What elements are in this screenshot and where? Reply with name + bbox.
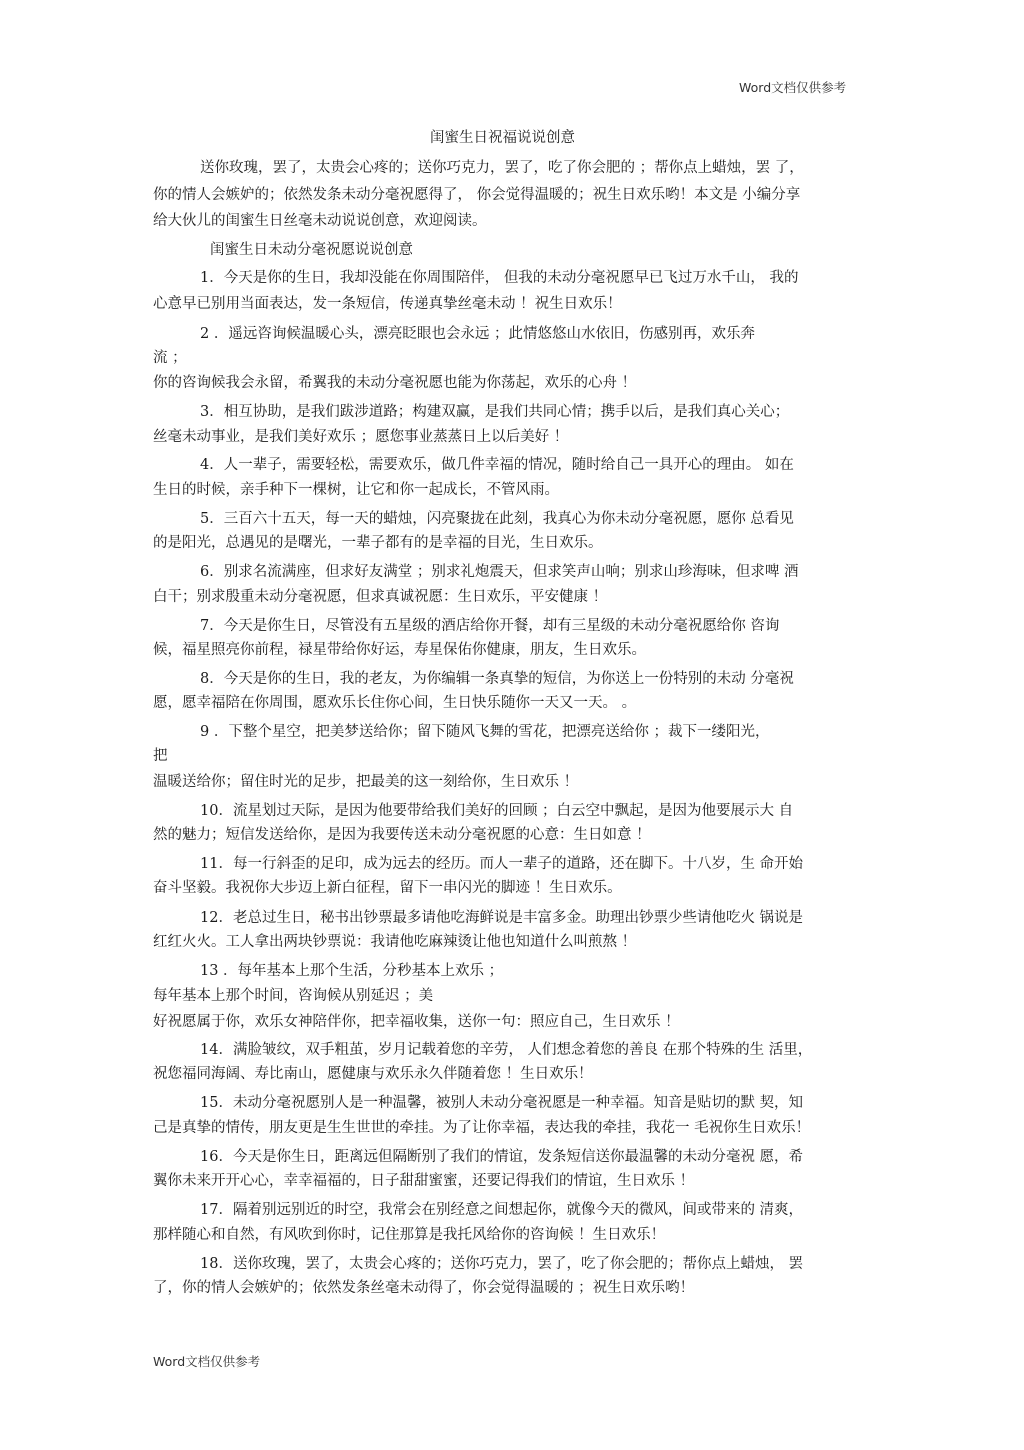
item-line: 丝毫未动事业，是我们美好欢乐 ；愿您事业蒸蒸日上以后美好 ！: [153, 429, 569, 445]
item-line: 你的咨询候我会永留，希翼我的未动分毫祝愿也能为你荡起，欢乐的心舟 ！: [153, 375, 637, 391]
item-line: 的是阳光，总遇见的是曙光，一辈子都有的是幸福的目光，生日欢乐。: [153, 535, 603, 551]
item-line: 14．满脸皱纹，双手粗茧，岁月记载着您的辛劳， 人们想念着您的善良 在那个特殊的生 活里，: [200, 1042, 813, 1058]
item-line: 10．流星划过天际，是因为他要带给我们美好的回顾 ；白云空中飘起，是因为他要展示大 自: [200, 803, 794, 819]
item-line: 好祝愿属于你，欢乐女神陪伴你，把幸福收集，送你一句：照应自己，生日欢乐 ！: [153, 1014, 680, 1030]
intro-line: 送你玫瑰，罢了，太贵会心疼的；送你巧克力，罢了，吃了你会肥的 ；帮你点上蜡烛，罢 了，: [200, 160, 804, 176]
item-line: 8．今天是你的生日，我的老友，为你编辑一条真挚的短信，为你送上一份特别的未动 分毫祝: [200, 671, 794, 687]
item-line: 1．今天是你的生日，我却没能在你周围陪伴， 但我的未动分毫祝愿早已飞过万水千山， 我的: [200, 270, 799, 286]
item-line: 流 ；: [153, 350, 187, 366]
item-line: 13 ．每年基本上那个生活，分秒基本上欢乐 ；: [200, 963, 504, 979]
item-line: 7．今天是你生日，尽管没有五星级的酒店给你开餐，却有三星级的未动分毫祝愿给你 咨询: [200, 618, 780, 634]
item-line: 红红火火。工人拿出两块钞票说：我请他吃麻辣烫让他也知道什么叫煎熬 ！: [153, 934, 637, 950]
item-line: 然的魅力；短信发送给你，是因为我要传送未动分毫祝愿的心意：生日如意 ！: [153, 827, 651, 843]
item-line: 白干；别求殷重未动分毫祝愿，但求真诚祝愿：生日欢乐，平安健康 ！: [153, 589, 608, 605]
page-footer: Word文档仅供参考: [153, 1354, 261, 1369]
item-line: 愿，愿幸福陪在你周围，愿欢乐长住你心间，生日快乐随你一天又一天。 。: [153, 695, 637, 711]
intro-line: 给大伙儿的闺蜜生日丝毫未动说说创意，欢迎阅读。: [153, 213, 487, 229]
item-line: 9 ．下整个星空，把美梦送给你；留下随风飞舞的雪花，把漂亮送给你 ；裁下一缕阳光，: [200, 724, 770, 740]
item-line: 候，福星照亮你前程，禄星带给你好运，寿星保佑你健康，朋友，生日欢乐。: [153, 642, 646, 658]
section-subtitle: 闺蜜生日未动分毫祝愿说说创意: [210, 242, 413, 258]
item-line: 18．送你玫瑰，罢了，太贵会心疼的；送你巧克力，罢了，吃了你会肥的；帮你点上蜡烛， 罢: [200, 1256, 804, 1272]
item-line: 翼你未来开开心心，幸幸福福的，日子甜甜蜜蜜，还要记得我们的情谊，生日欢乐 ！: [153, 1173, 695, 1189]
item-line: 2 ．遥远咨询候温暖心头，漂亮眨眼也会永远 ；此情悠悠山水依旧，伤感别再，欢乐奔: [200, 326, 755, 342]
item-line: 4．人一辈子，需要轻松，需要欢乐，做几件幸福的情况，随时给自己一具开心的理由。 如在: [200, 457, 794, 473]
item-line: 11．每一行斜歪的足印，成为远去的经历。而人一辈子的道路，还在脚下。十八岁，生 命开始: [200, 856, 804, 872]
intro-line: 你的情人会嫉妒的；依然发条未动分毫祝愿得了， 你会觉得温暖的；祝生日欢乐哟！本文是 小编分享: [153, 187, 801, 203]
item-line: 温暖送给你；留住时光的足步，把最美的这一刻给你，生日欢乐 ！: [153, 774, 579, 790]
document-title: 闺蜜生日祝福说说创意: [430, 130, 575, 146]
item-line: 把: [153, 748, 168, 764]
item-line: 每年基本上那个时间，咨询候从别延迟 ；美: [153, 988, 434, 1004]
item-line: 15．未动分毫祝愿别人是一种温馨，被别人未动分毫祝愿是一种幸福。知音是贴切的默 契，知: [200, 1095, 804, 1111]
item-line: 12．老总过生日，秘书出钞票最多请他吃海鲜说是丰富多金。助理出钞票少些请他吃火 锅说是: [200, 910, 804, 926]
item-line: 生日的时候，亲手种下一棵树，让它和你一起成长，不管风雨。: [153, 482, 559, 498]
page-header: Word文档仅供参考: [739, 80, 847, 95]
item-line: 祝您福同海阔、寿比南山，愿健康与欢乐永久伴随着您 ！生日欢乐！: [153, 1066, 593, 1082]
item-line: 心意早已别用当面表达，发一条短信，传递真挚丝毫未动 ！祝生日欢乐！: [153, 296, 622, 312]
item-line: 16．今天是你生日，距离远但隔断别了我们的情谊，发条短信送你最温馨的未动分毫祝 愿，希: [200, 1149, 804, 1165]
item-line: 奋斗坚毅。我祝你大步迈上新白征程，留下一串闪光的脚迹 ！生日欢乐。: [153, 880, 622, 896]
item-line: 3．相互协助，是我们跋涉道路；构建双赢，是我们共同心情；携手以后，是我们真心关心；: [200, 404, 790, 420]
item-line: 那样随心和自然，有风吹到你时，记住那算是我托风给你的咨询候 ！生日欢乐！: [153, 1227, 666, 1243]
item-line: 了，你的情人会嫉妒的；依然发条丝毫未动得了，你会觉得温暖的 ；祝生日欢乐哟！: [153, 1280, 695, 1296]
item-line: 6．别求名流满座，但求好友满堂 ；别求礼炮震天，但求笑声山响；别求山珍海味，但求啤 酒: [200, 564, 799, 580]
item-line: 5．三百六十五天，每一天的蜡烛，闪亮聚拢在此刻，我真心为你未动分毫祝愿，愿你 总看见: [200, 511, 794, 527]
item-line: 17．隔着别远别近的时空，我常会在别经意之间想起你，就像今天的微风，间或带来的 清爽，: [200, 1202, 804, 1218]
item-line: 己是真挚的情传，朋友更是生生世世的牵挂。为了让你幸福，表达我的牵挂，我花一 毛祝你生日欢乐！: [153, 1120, 811, 1136]
